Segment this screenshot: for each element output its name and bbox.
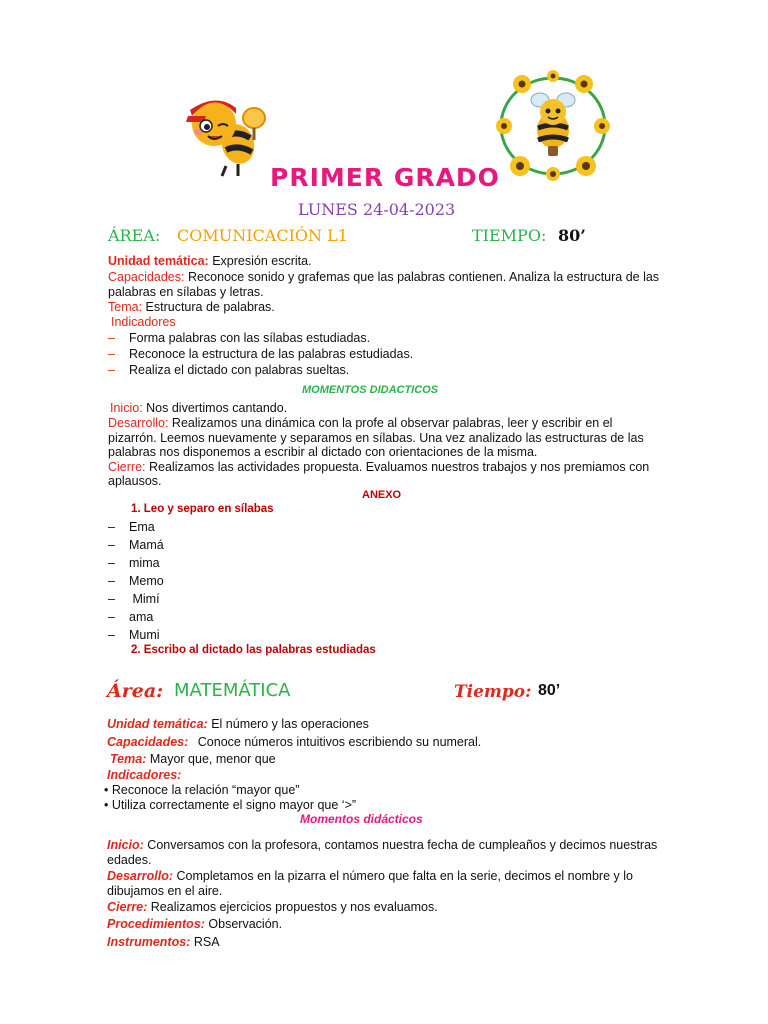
math-tema-label: Tema: bbox=[110, 752, 147, 766]
time-label: TIEMPO: bbox=[472, 226, 547, 245]
math-unidad-row bbox=[107, 716, 369, 732]
word-item-1: Ema bbox=[129, 520, 155, 534]
math-cierre-value: Realizamos ejercicios propuestos y nos evaluamos. bbox=[150, 900, 438, 914]
math-inicio-label: Inicio: bbox=[107, 838, 144, 852]
indicadores-label: Indicadores bbox=[111, 315, 176, 329]
unidad-value: Expresión escrita. bbox=[212, 254, 312, 268]
tema-row bbox=[108, 299, 275, 315]
math-time-label: Tiempo: bbox=[454, 682, 532, 702]
math-instrumentos-value: RSA bbox=[193, 935, 220, 949]
indicator-dash-1: – bbox=[108, 331, 115, 345]
cierre-line1: Realizamos las actividades propuesta. Evaluamos nuestros trabajos y nos premiamos con bbox=[149, 460, 650, 474]
math-procedimientos-value: Observación. bbox=[208, 917, 283, 931]
math-procedimientos-row bbox=[107, 916, 282, 932]
word-item-5: Mimí bbox=[129, 592, 160, 606]
cierre-row bbox=[108, 459, 649, 475]
word-item-7: Mumi bbox=[129, 628, 160, 642]
inicio-label: Inicio: bbox=[110, 401, 143, 415]
indicator-item-2: Reconoce la estructura de las palabras estudiadas. bbox=[129, 347, 414, 361]
desarrollo-row bbox=[108, 415, 612, 431]
inicio-value: Nos divertimos cantando. bbox=[146, 401, 288, 415]
bee-sunflower-wreath-illustration bbox=[492, 70, 614, 182]
bee-mascot-left-illustration bbox=[176, 86, 268, 178]
math-cierre-row bbox=[107, 899, 438, 915]
indicator-dash-3: – bbox=[108, 363, 115, 377]
tema-value: Estructura de palabras. bbox=[145, 300, 275, 314]
math-indicator-1: • Reconoce la relación “mayor que” bbox=[104, 783, 300, 797]
math-instrumentos-label: Instrumentos: bbox=[107, 935, 191, 949]
word-dash-3: – bbox=[108, 556, 115, 570]
anexo-item-1: 1. Leo y separo en sílabas bbox=[131, 503, 274, 515]
math-desarrollo-label: Desarrollo: bbox=[107, 869, 173, 883]
math-capacidades-label: Capacidades: bbox=[107, 735, 189, 749]
word-item-4: Memo bbox=[129, 574, 164, 588]
indicator-dash-2: – bbox=[108, 347, 115, 361]
capacidades-label: Capacidades: bbox=[108, 270, 185, 284]
date-heading: LUNES 24-04-2023 bbox=[298, 200, 456, 219]
unidad-label: Unidad temática: bbox=[108, 254, 209, 268]
math-capacidades-value: Conoce números intuitivos escribiendo su numeral. bbox=[197, 735, 482, 749]
math-unidad-value: El número y las operaciones bbox=[211, 717, 369, 731]
capacidades-line1: Reconoce sonido y grafemas que las palabras contienen. Analiza la estructura de las bbox=[187, 270, 660, 284]
math-area-label: Área: bbox=[107, 680, 164, 702]
math-desarrollo-row bbox=[107, 868, 633, 884]
desarrollo-line1: Realizamos una dinámica con la profe al observar palabras, leer y escribir en el bbox=[171, 416, 613, 430]
math-procedimientos-label: Procedimientos: bbox=[107, 917, 205, 931]
math-time-value: 80’ bbox=[538, 682, 561, 699]
tema-label: Tema: bbox=[108, 300, 143, 314]
cierre-label: Cierre: bbox=[108, 460, 146, 474]
word-item-2: Mamá bbox=[129, 538, 164, 552]
math-inicio-line1: Conversamos con la profesora, contamos nuestra fecha de cumpleaños y decimos nuestras bbox=[147, 838, 658, 852]
math-inicio-line2: edades. bbox=[107, 853, 152, 867]
math-desarrollo-line2: dibujamos en el aire. bbox=[107, 884, 223, 898]
cierre-line2: aplausos. bbox=[108, 474, 162, 488]
math-cierre-label: Cierre: bbox=[107, 900, 148, 914]
word-item-6: ama bbox=[129, 610, 154, 624]
word-dash-7: – bbox=[108, 628, 115, 642]
inicio-row bbox=[110, 400, 287, 416]
area-value: COMUNICACIÓN L1 bbox=[177, 226, 348, 245]
page-title: PRIMER GRADO bbox=[270, 163, 500, 192]
desarrollo-line3: palabras nos disponemos a escribir al dictado con orientaciones de la misma. bbox=[108, 445, 538, 459]
math-indicator-2: • Utiliza correctamente el signo mayor que ‘>” bbox=[104, 798, 357, 812]
math-indicadores-label: Indicadores: bbox=[107, 768, 182, 782]
indicator-item-1: Forma palabras con las sílabas estudiadas. bbox=[129, 331, 371, 345]
capacidades-row bbox=[108, 269, 659, 285]
math-capacidades-row bbox=[107, 734, 481, 750]
area-label: ÁREA: bbox=[108, 226, 161, 245]
math-area-value: MATEMÁTICA bbox=[174, 680, 291, 701]
desarrollo-label: Desarrollo: bbox=[108, 416, 169, 430]
word-item-3: mima bbox=[129, 556, 160, 570]
math-tema-value: Mayor que, menor que bbox=[149, 752, 276, 766]
math-inicio-row bbox=[107, 837, 657, 853]
math-instrumentos-row bbox=[107, 934, 220, 950]
word-dash-2: – bbox=[108, 538, 115, 552]
unidad-row bbox=[108, 253, 312, 269]
anexo-item-2: 2. Escribo al dictado las palabras estudiadas bbox=[131, 644, 376, 656]
word-dash-5: – bbox=[108, 592, 115, 606]
indicator-item-3: Realiza el dictado con palabras sueltas. bbox=[129, 363, 350, 377]
math-desarrollo-line1: Completamos en la pizarra el número que falta en la serie, decimos el nombre y lo bbox=[176, 869, 633, 883]
word-dash-1: – bbox=[108, 520, 115, 534]
capacidades-line2: palabras en sílabas y letras. bbox=[108, 285, 264, 299]
math-momentos-title: Momentos didácticos bbox=[300, 812, 423, 826]
momentos-title: MOMENTOS DIDACTICOS bbox=[302, 384, 439, 396]
math-tema-row bbox=[110, 751, 276, 767]
anexo-title: ANEXO bbox=[362, 489, 402, 501]
desarrollo-line2: pizarrón. Leemos nuevamente y separamos en sílabas. Una vez analizado las estructuras de las bbox=[108, 431, 644, 445]
time-value: 80’ bbox=[558, 226, 586, 245]
word-dash-6: – bbox=[108, 610, 115, 624]
math-unidad-label: Unidad temática: bbox=[107, 717, 208, 731]
word-dash-4: – bbox=[108, 574, 115, 588]
